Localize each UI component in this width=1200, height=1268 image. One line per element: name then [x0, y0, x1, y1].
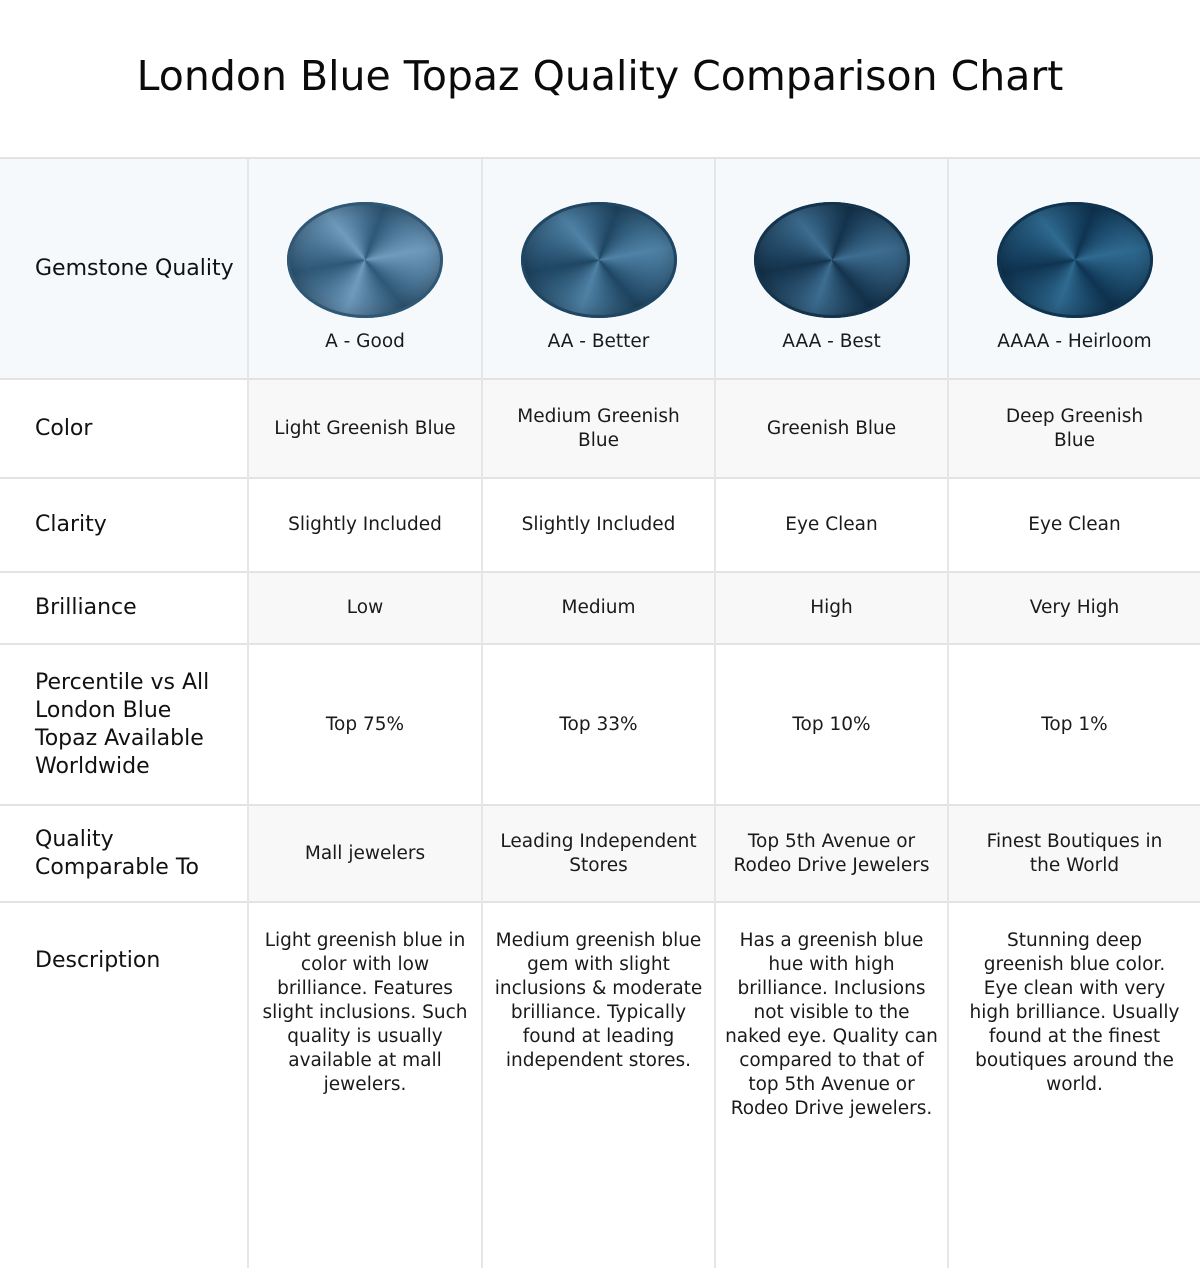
grade-label: AAA - Best — [782, 331, 881, 352]
table-cell: Slightly Included — [248, 478, 482, 572]
table-cell: Stunning deep greenish blue color. Eye clean with very high brilliance. Usually found at the finest boutiques around the world. — [948, 902, 1200, 1268]
row-description — [0, 902, 1200, 1268]
table-cell: Medium Greenish Blue — [482, 379, 715, 478]
grade-label: AAAA - Heirloom — [997, 331, 1152, 352]
row-gemstone-quality — [0, 158, 1200, 379]
table-cell: Eye Clean — [948, 478, 1200, 572]
table-cell: Light Greenish Blue — [248, 379, 482, 478]
row-label: Quality Comparable To — [0, 805, 248, 902]
table-cell: High — [715, 572, 948, 644]
table-cell: Slightly Included — [482, 478, 715, 572]
gemstone-image — [997, 202, 1153, 318]
grade-header — [715, 158, 948, 379]
grade-label: AA - Better — [547, 331, 650, 352]
comparison-table — [0, 157, 1200, 1268]
table-cell: Light greenish blue in color with low brilliance. Features slight inclusions. Such quality is usually available at mall jewelers. — [248, 902, 482, 1268]
row-label: Description — [0, 902, 248, 1268]
gemstone-image — [287, 202, 443, 318]
table-cell: Finest Boutiques in the World — [948, 805, 1200, 902]
grade-header — [948, 158, 1200, 379]
row-label: Brilliance — [0, 572, 248, 644]
table-cell: Medium greenish blue gem with slight inclusions & moderate brilliance. Typically found at leading independent stores. — [482, 902, 715, 1268]
row-clarity — [0, 478, 1200, 572]
grade-header — [482, 158, 715, 379]
grade-label: A - Good — [325, 331, 405, 352]
table-cell: Top 1% — [948, 644, 1200, 805]
row-color — [0, 379, 1200, 478]
row-brilliance — [0, 572, 1200, 644]
table-cell: Top 33% — [482, 644, 715, 805]
row-comparable — [0, 805, 1200, 902]
table-cell: Medium — [482, 572, 715, 644]
table-cell: Low — [248, 572, 482, 644]
chart-title: London Blue Topaz Quality Comparison Chart — [136, 52, 1064, 100]
table-cell: Top 75% — [248, 644, 482, 805]
table-cell: Eye Clean — [715, 478, 948, 572]
row-label: Gemstone Quality — [0, 158, 248, 379]
table-cell: Has a greenish blue hue with high brilliance. Inclusions not visible to the naked eye. Quality can compared to that of top 5th Avenue or Rodeo Drive jewelers. — [715, 902, 948, 1268]
grade-header — [248, 158, 482, 379]
row-label: Clarity — [0, 478, 248, 572]
gemstone-image — [521, 202, 677, 318]
table-cell: Top 5th Avenue or Rodeo Drive Jewelers — [715, 805, 948, 902]
table-cell: Leading Independent Stores — [482, 805, 715, 902]
row-label: Color — [0, 379, 248, 478]
table-cell: Very High — [948, 572, 1200, 644]
table-cell: Top 10% — [715, 644, 948, 805]
row-percentile — [0, 644, 1200, 805]
table-cell: Deep Greenish Blue — [948, 379, 1200, 478]
gemstone-image — [754, 202, 910, 318]
row-label: Percentile vs All London Blue Topaz Available Worldwide — [0, 644, 248, 805]
table-cell: Mall jewelers — [248, 805, 482, 902]
table-cell: Greenish Blue — [715, 379, 948, 478]
